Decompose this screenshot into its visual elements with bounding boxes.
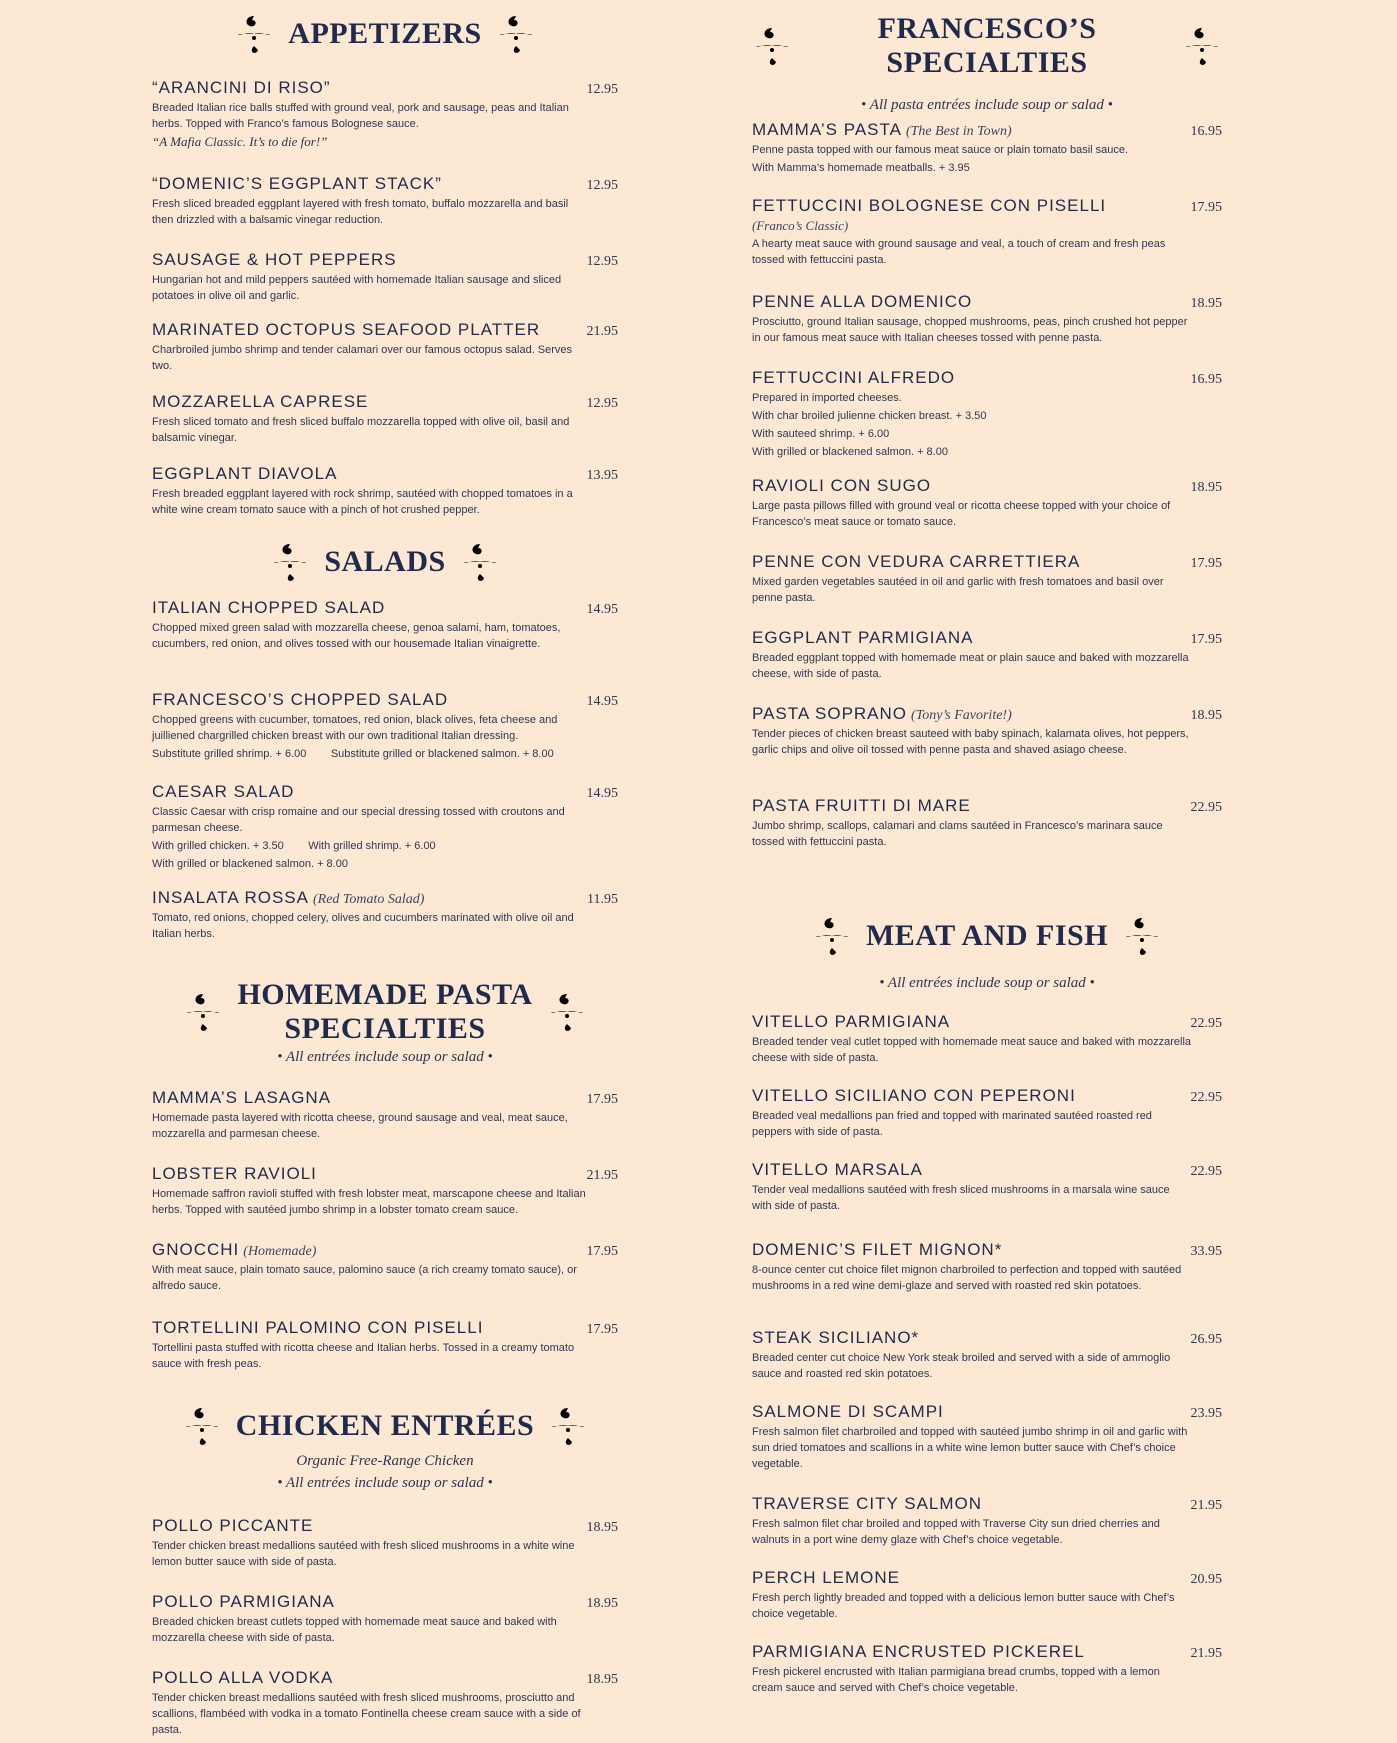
chicken-subtitle: Organic Free-Range Chicken xyxy=(296,1453,474,1469)
item-price: 21.95 xyxy=(586,1168,618,1183)
item-description: Breaded veal medallions pan fried and topped with marinated sautéed roasted red peppers with side of pasta. xyxy=(752,1110,1152,1138)
item-price: 33.95 xyxy=(1190,1244,1222,1259)
menu-item xyxy=(152,1514,618,1570)
item-subtitle: (Franco’s Classic) xyxy=(752,218,849,233)
item-description: Tortellini pasta stuffed with ricotta cheese and Italian herbs. Tossed in a creamy tomato sauce with fresh peas. xyxy=(152,1342,575,1370)
item-name: “DOMENIC’S EGGPLANT STACK” xyxy=(152,174,442,193)
item-description: Breaded eggplant topped with homemade meat or plain sauce and baked with mozzarella cheese, with side of pasta. xyxy=(752,652,1189,680)
item-description: Fresh perch lightly breaded and topped with a delicious lemon butter sauce with Chef’s choice vegetable. xyxy=(752,1592,1175,1620)
item-name: VITELLO SICILIANO CON PEPERONI xyxy=(752,1086,1076,1105)
item-description: Charbroiled jumbo shrimp and tender calamari over our famous octopus salad. Serves two. xyxy=(152,344,573,372)
item-name: VITELLO MARSALA xyxy=(752,1160,923,1179)
item-subtitle: (The Best in Town) xyxy=(905,124,1012,139)
item-price: 17.95 xyxy=(1190,556,1222,571)
menu-item xyxy=(752,1010,1222,1066)
item-price: 18.95 xyxy=(1190,296,1222,311)
item-price: 26.95 xyxy=(1190,1332,1222,1347)
flourish-icon xyxy=(183,990,223,1034)
item-quote: “A Mafia Classic. It’s to die for!” xyxy=(152,134,328,149)
item-subtitle: (Red Tomato Salad) xyxy=(312,892,425,907)
appetizers-section xyxy=(152,12,618,56)
item-price: 11.95 xyxy=(587,892,618,907)
menu-item xyxy=(152,1590,618,1646)
item-price: 12.95 xyxy=(586,396,618,411)
flourish-icon xyxy=(1122,914,1162,958)
item-price: 17.95 xyxy=(1190,632,1222,647)
salads-title: SALADS xyxy=(324,545,446,578)
menu-item xyxy=(152,248,618,304)
item-description: Fresh breaded eggplant layered with rock shrimp, sautéed with chopped tomatoes in a white wine cream tomato sauce with a pinch of hot crushed pepper. xyxy=(152,488,573,516)
meat-fish-title: MEAT AND FISH xyxy=(865,919,1109,952)
item-name: MARINATED OCTOPUS SEAFOOD PLATTER xyxy=(152,320,541,339)
meat-fish-section xyxy=(752,914,1222,994)
menu-item xyxy=(752,1158,1222,1214)
item-name: MOZZARELLA CAPRESE xyxy=(152,392,369,411)
item-name: EGGPLANT PARMIGIANA xyxy=(752,628,974,647)
item-description: A hearty meat sauce with ground sausage and veal, a touch of cream and fresh peas tossed with fettuccini pasta. xyxy=(752,238,1166,266)
flourish-icon xyxy=(1182,24,1222,68)
item-price: 22.95 xyxy=(1190,1164,1222,1179)
item-price: 17.95 xyxy=(586,1244,618,1259)
item-name: SAUSAGE & HOT PEPPERS xyxy=(152,250,397,269)
item-name: FETTUCCINI ALFREDO xyxy=(752,368,956,387)
menu-item xyxy=(752,1084,1222,1140)
flourish-icon xyxy=(496,12,536,56)
menu-item xyxy=(752,626,1222,682)
appetizers-heading xyxy=(152,12,618,56)
item-price: 12.95 xyxy=(586,178,618,193)
item-price: 14.95 xyxy=(586,694,618,709)
item-description: Tender chicken breast medallions sautéed with fresh sliced mushrooms, prosciutto and scallions, flambéed with vodka in a tomato Fontinella cheese cream sauce with a side of pasta. xyxy=(152,1692,581,1736)
item-price: 23.95 xyxy=(1190,1406,1222,1421)
menu-item xyxy=(752,1566,1222,1622)
item-name: DOMENIC’S FILET MIGNON* xyxy=(752,1240,1003,1259)
item-price: 21.95 xyxy=(1190,1646,1222,1661)
menu-item xyxy=(152,76,618,150)
item-price: 17.95 xyxy=(586,1092,618,1107)
item-price: 14.95 xyxy=(586,786,618,801)
item-name: POLLO PICCANTE xyxy=(152,1516,314,1535)
menu-item xyxy=(152,1086,618,1142)
item-price: 22.95 xyxy=(1190,800,1222,815)
menu-item xyxy=(752,1640,1222,1696)
item-description: Breaded tender veal cutlet topped with homemade meat sauce and baked with mozzarella cheese with side of pasta. xyxy=(752,1036,1192,1064)
item-name: PENNE CON VEDURA CARRETTIERA xyxy=(752,552,1081,571)
menu-item xyxy=(152,1666,618,1738)
item-option: With sauteed shrimp. + 6.00 xyxy=(752,428,890,440)
item-name: EGGPLANT DIAVOLA xyxy=(152,464,338,483)
item-description: Breaded center cut choice New York steak broiled and served with a side of ammoglio sauce and roasted red skin potatoes. xyxy=(752,1352,1171,1380)
item-name: TORTELLINI PALOMINO CON PISELLI xyxy=(152,1318,484,1337)
item-price: 14.95 xyxy=(586,602,618,617)
item-description: Prepared in imported cheeses. xyxy=(752,392,902,404)
item-price: 18.95 xyxy=(586,1520,618,1535)
item-price: 17.95 xyxy=(1190,200,1222,215)
item-description: Tender veal medallions sautéed with fresh sliced mushrooms in a marsala wine sauce with side of pasta. xyxy=(752,1184,1170,1212)
homemade-note: • All entrées include soup or salad • xyxy=(277,1049,493,1065)
item-price: 18.95 xyxy=(1190,708,1222,723)
francesco-title: FRANCESCO’S SPECIALTIES xyxy=(877,12,1097,79)
homemade-pasta-section xyxy=(152,978,618,1068)
menu-item xyxy=(752,702,1222,758)
menu-item xyxy=(152,1162,618,1218)
flourish-icon xyxy=(234,12,274,56)
item-option: With grilled or blackened salmon. + 8.00 xyxy=(152,858,348,870)
menu-item xyxy=(152,886,618,942)
menu-item xyxy=(152,596,618,652)
item-name: PASTA FRUITTI DI MARE xyxy=(752,796,971,815)
flourish-icon xyxy=(548,1404,588,1448)
salads-heading xyxy=(152,540,618,584)
item-description: Homemade saffron ravioli stuffed with fresh lobster meat, marscapone cheese and Italian herbs. Topped with sautéed jumbo shrimp in a lobster tomato cream sauce. xyxy=(152,1188,586,1216)
flourish-icon xyxy=(812,914,852,958)
item-name: FETTUCCINI BOLOGNESE CON PISELLI xyxy=(752,196,1107,215)
francesco-note: • All pasta entrées include soup or salad • xyxy=(861,97,1113,113)
item-description: Fresh salmon filet char broiled and topped with Traverse City sun dried cherries and walnuts in a port wine demy glaze with Chef’s choice vegetable. xyxy=(752,1518,1160,1546)
francesco-heading xyxy=(752,12,1222,80)
item-description: Tender pieces of chicken breast sauteed with baby spinach, kalamata olives, hot peppers, garlic chips and olive oil tossed with penne pasta and shaved asiago cheese. xyxy=(752,728,1189,756)
flourish-icon xyxy=(460,540,500,584)
menu-item xyxy=(752,474,1222,530)
item-price: 21.95 xyxy=(586,324,618,339)
item-name: INSALATA ROSSA xyxy=(152,888,309,907)
menu-item xyxy=(152,462,618,518)
item-name: “ARANCINI DI RISO” xyxy=(152,78,331,97)
menu-item xyxy=(752,118,1222,176)
item-description: Jumbo shrimp, scallops, calamari and clams sautéed in Francesco’s marinara sauce tossed with fettuccini pasta. xyxy=(752,820,1163,848)
item-price: 20.95 xyxy=(1190,1572,1222,1587)
item-price: 13.95 xyxy=(586,468,618,483)
item-option: With char broiled julienne chicken breast. + 3.50 xyxy=(752,410,987,422)
flourish-icon xyxy=(752,24,792,68)
item-price: 21.95 xyxy=(1190,1498,1222,1513)
homemade-title-line2: SPECIALTIES xyxy=(284,1012,486,1045)
item-name: POLLO ALLA VODKA xyxy=(152,1668,334,1687)
item-description: Classic Caesar with crisp romaine and our special dressing tossed with croutons and parmesan cheese. xyxy=(152,806,565,834)
menu-item xyxy=(752,290,1222,346)
item-subtitle: (Homemade) xyxy=(243,1244,317,1259)
item-price: 18.95 xyxy=(1190,480,1222,495)
homemade-pasta-heading xyxy=(152,978,618,1046)
item-description: Prosciutto, ground Italian sausage, chopped mushrooms, peas, pinch crushed hot pepper in our famous meat sauce with Italian cheeses tossed with penne pasta. xyxy=(752,316,1188,344)
item-price: 22.95 xyxy=(1190,1090,1222,1105)
flourish-icon xyxy=(270,540,310,584)
menu-item xyxy=(752,1326,1222,1382)
item-name: POLLO PARMIGIANA xyxy=(152,1592,335,1611)
item-description: Penne pasta topped with our famous meat sauce or plain tomato basil sauce. xyxy=(752,144,1129,156)
item-option: Substitute grilled shrimp. + 6.00 Substitute grilled or blackened salmon. + 8.00 xyxy=(152,748,554,760)
item-option: With grilled or blackened salmon. + 8.00 xyxy=(752,446,948,458)
menu-item xyxy=(152,1316,618,1372)
flourish-icon xyxy=(547,990,587,1034)
item-option: With grilled chicken. + 3.50 With grilled shrimp. + 6.00 xyxy=(152,840,436,852)
menu-item xyxy=(752,794,1222,850)
item-name: PASTA SOPRANO xyxy=(752,704,908,723)
menu-item xyxy=(152,1238,618,1294)
item-option: With Mamma’s homemade meatballs. + 3.95 xyxy=(752,162,970,174)
item-name: TRAVERSE CITY SALMON xyxy=(752,1494,983,1513)
item-description: Fresh pickerel encrusted with Italian parmigiana bread crumbs, topped with a lemon cream sauce and served with Chef’s choice vegetable. xyxy=(752,1666,1160,1694)
item-subtitle: (Tony’s Favorite!) xyxy=(911,708,1012,723)
item-description: With meat sauce, plain tomato sauce, palomino sauce (a rich creamy tomato sauce), or alfredo sauce. xyxy=(152,1264,577,1292)
item-price: 16.95 xyxy=(1190,372,1222,387)
item-name: GNOCCHI xyxy=(152,1240,240,1259)
item-name: LOBSTER RAVIOLI xyxy=(152,1164,317,1183)
item-price: 16.95 xyxy=(1190,124,1222,139)
item-description: 8-ounce center cut choice filet mignon charbroiled to perfection and topped with sautéed mushrooms in a red wine demi-glaze and served with roasted red skin potatoes. xyxy=(752,1264,1182,1292)
salads-section xyxy=(152,540,618,584)
item-description: Hungarian hot and mild peppers sautéed with homemade Italian sausage and sliced potatoes in olive oil and garlic. xyxy=(152,274,562,302)
item-name: STEAK SICILIANO* xyxy=(752,1328,920,1347)
item-name: VITELLO PARMIGIANA xyxy=(752,1012,951,1031)
item-description: Tomato, red onions, chopped celery, olives and cucumbers marinated with olive oil and Italian herbs. xyxy=(152,912,574,940)
meat-fish-note: • All entrées include soup or salad • xyxy=(879,975,1095,991)
homemade-title-line1: HOMEMADE PASTA xyxy=(237,978,533,1011)
item-description: Breaded chicken breast cutlets topped with homemade meat sauce and baked with mozzarella cheese with side of pasta. xyxy=(152,1616,557,1644)
item-description: Large pasta pillows filled with ground veal or ricotta cheese topped with your choice of Francesco’s meat sauce or tomato sauce. xyxy=(752,500,1171,528)
item-price: 12.95 xyxy=(586,254,618,269)
chicken-title: CHICKEN ENTRÉES xyxy=(235,1409,535,1442)
menu-item xyxy=(752,366,1222,460)
item-price: 17.95 xyxy=(586,1322,618,1337)
item-price: 18.95 xyxy=(586,1596,618,1611)
item-name: MAMMA’S LASAGNA xyxy=(152,1088,332,1107)
menu-item xyxy=(752,1492,1222,1548)
chicken-heading xyxy=(152,1404,618,1448)
item-name: SALMONE DI SCAMPI xyxy=(752,1402,944,1421)
menu-item xyxy=(152,688,618,762)
item-description: Chopped mixed green salad with mozzarella cheese, genoa salami, ham, tomatoes, cucumbers, red onion, and olives tossed with our housemade Italian vinaigrette. xyxy=(152,622,561,650)
item-price: 18.95 xyxy=(586,1672,618,1687)
menu-item xyxy=(752,1238,1222,1294)
item-description: Fresh salmon filet charbroiled and topped with sautéed jumbo shrimp in oil and garlic with sun dried tomatoes and scallions in a white wine lemon butter sauce with Chef’s choice vegetable. xyxy=(752,1426,1188,1470)
item-description: Breaded Italian rice balls stuffed with ground veal, pork and sausage, peas and Italian herbs. Topped with Franco’s famous Bolognese sauce. xyxy=(152,102,569,130)
item-description: Fresh sliced breaded eggplant layered with fresh tomato, buffalo mozzarella and basil then drizzled with a balsamic vinegar reduction. xyxy=(152,198,569,226)
item-description: Homemade pasta layered with ricotta cheese, ground sausage and veal, meat sauce, mozzarella and parmesan cheese. xyxy=(152,1112,568,1140)
item-description: Tender chicken breast medallions sautéed with fresh sliced mushrooms in a white wine lemon butter sauce with side of pasta. xyxy=(152,1540,575,1568)
menu-item xyxy=(152,780,618,872)
item-description: Fresh sliced tomato and fresh sliced buffalo mozzarella topped with olive oil, basil and balsamic vinegar. xyxy=(152,416,570,444)
chicken-section xyxy=(152,1404,618,1494)
item-name: CAESAR SALAD xyxy=(152,782,295,801)
item-name: PARMIGIANA ENCRUSTED PICKEREL xyxy=(752,1642,1085,1661)
flourish-icon xyxy=(182,1404,222,1448)
menu-item xyxy=(152,172,618,228)
menu-item xyxy=(152,318,618,374)
item-description: Mixed garden vegetables sautéed in oil and garlic with fresh tomatoes and basil over penne pasta. xyxy=(752,576,1164,604)
menu-item xyxy=(752,550,1222,606)
item-name: PENNE ALLA DOMENICO xyxy=(752,292,973,311)
item-name: FRANCESCO’S CHOPPED SALAD xyxy=(152,690,449,709)
francesco-section xyxy=(752,12,1222,116)
menu-item xyxy=(752,1400,1222,1472)
item-price: 22.95 xyxy=(1190,1016,1222,1031)
menu-item xyxy=(152,390,618,446)
chicken-note: • All entrées include soup or salad • xyxy=(277,1475,493,1491)
meat-fish-heading xyxy=(752,914,1222,958)
item-name: RAVIOLI CON SUGO xyxy=(752,476,932,495)
item-description: Chopped greens with cucumber, tomatoes, red onion, black olives, feta cheese and juilliened chargrilled chicken breast with our own traditional Italian dressing. xyxy=(152,714,558,742)
menu-item xyxy=(752,194,1222,268)
item-name: ITALIAN CHOPPED SALAD xyxy=(152,598,386,617)
item-name: PERCH LEMONE xyxy=(752,1568,901,1587)
item-name: MAMMA’S PASTA xyxy=(752,120,902,139)
appetizers-title: APPETIZERS xyxy=(288,17,482,50)
item-price: 12.95 xyxy=(586,82,618,97)
